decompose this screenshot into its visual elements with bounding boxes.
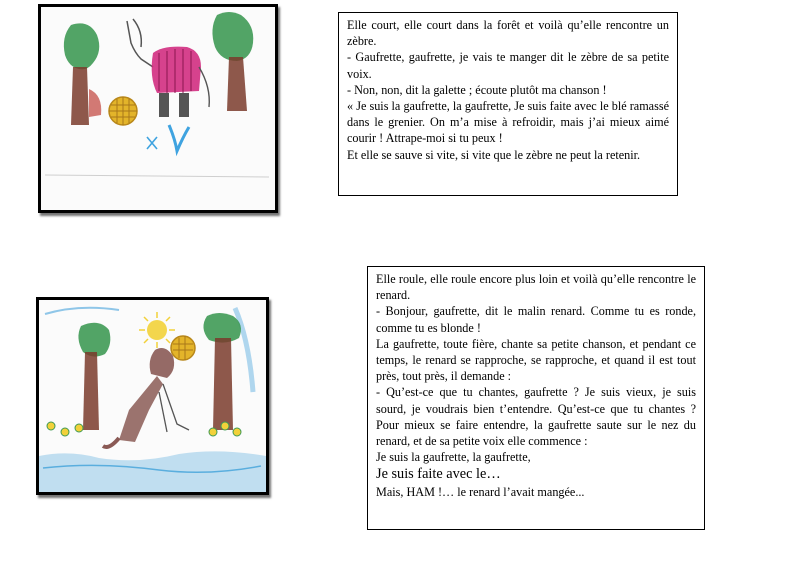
- story-line: Je suis la gaufrette, la gaufrette,: [376, 450, 531, 465]
- story-line: - Gaufrette, gaufrette, je vais te manger dit le zèbre de sa petite voix.: [347, 50, 669, 81]
- left-tree: [78, 323, 110, 430]
- zebra-figure: [127, 19, 209, 117]
- story-line: Mais, HAM !… le renard l’avait mangée...: [376, 485, 585, 500]
- left-tree: [64, 23, 101, 125]
- story-line: - Bonjour, gaufrette, dit le malin renard. Comme tu es ronde, comme tu es blonde !: [376, 304, 696, 335]
- story-line: Elle roule, elle roule encore plus loin et voilà qu’elle rencontre le renard.: [376, 272, 696, 303]
- waffle-icon: [109, 97, 137, 125]
- story-text-box-2: [367, 266, 705, 530]
- sun-icon: [139, 312, 175, 348]
- flowers: [47, 422, 241, 436]
- zebra-drawing: [38, 4, 278, 213]
- story-line: - Qu’est-ce que tu chantes, gaufrette ? Je suis vieux, je suis sourd, je voudrais bien t’entendre. Qu’est-ce que tu chantes ? Pour mieux se faire entendre, la gaufrette saute sur le nez du renard, et de sa petite voix elle commence :: [376, 385, 696, 449]
- story-line: « Je suis la gaufrette, la gaufrette, Je suis faite avec le blé ramassé dans le grenier. On m’a mise à refroidir, mais j’ai mieux aimé courir ! Attrape-moi si tu peux !: [347, 99, 669, 146]
- right-tree: [203, 313, 241, 430]
- zebra-drawing-art: [41, 7, 275, 210]
- right-tree: [212, 12, 253, 111]
- fox-drawing: [36, 297, 269, 495]
- story-line: Je suis faite avec le…: [376, 466, 501, 483]
- story-line: La gaufrette, toute fière, chante sa petite chanson, et pendant ce temps, le renard se rapproche, se rapproche, et quand il est tout près, tout près, il demande :: [376, 336, 696, 384]
- fox-drawing-art: [39, 300, 266, 492]
- story-line: - Non, non, dit la galette ; écoute plutôt ma chanson !: [347, 82, 607, 97]
- story-text-box-1: [338, 12, 678, 196]
- fox-figure: [103, 348, 189, 447]
- blue-marks: [147, 125, 189, 151]
- story-line: Elle court, elle court dans la forêt et voilà qu’elle rencontre un zèbre.: [347, 18, 669, 49]
- waffle-icon: [171, 336, 195, 360]
- story-line: Et elle se sauve si vite, si vite que le zèbre ne peut la retenir.: [347, 147, 641, 162]
